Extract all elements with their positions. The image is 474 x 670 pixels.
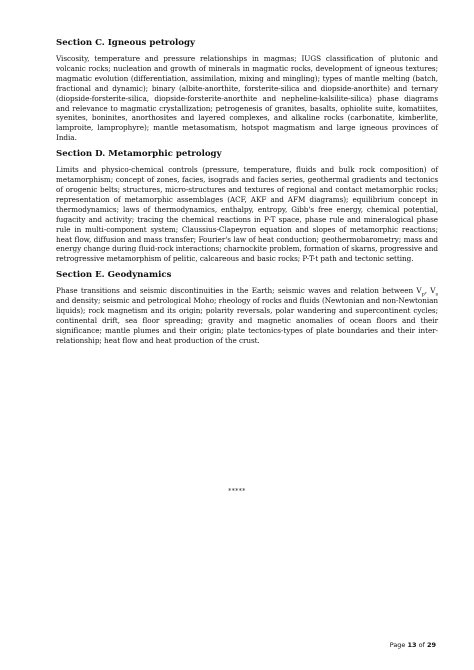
body-text-part: and density; seismic and petrological Moho; rheology of rocks and fluids (Newtonian and non-Newtonian liquids); rock magnetism and its origin; polarity reversals, polar wandering and supercontinent cycles; continental drift, sea floor spreading; gravity and magnetic anomalies of ocean floors and their significance; mantle plumes and their origin; plate tectonics-types of plate boundaries and their inter-relationship; heat flow and heat production of the crust. <box>56 296 438 345</box>
section-separator: ***** <box>228 488 246 495</box>
body-text-part: Phase transitions and seismic discontinuities in the Earth; seismic waves and relation between V <box>56 286 422 296</box>
section-heading: Section E. Geodynamics <box>56 270 172 281</box>
section-c <box>56 38 438 143</box>
subscript-p: p <box>421 291 425 298</box>
section-body: Viscosity, temperature and pressure relationships in magmas; IUGS classification of plutonic and volcanic rocks; nucleation and growth of minerals in magmatic rocks, development of igneous textures; magmatic evolution (differentiation, assimilation, mixing and mingling); types of mantle melting (batch, fractional and dynamic); binary (albite-anorthite, forsterite-silica and diopside-anorthite) and ternary (diopside-forsterite-silica, diopside-forsterite-anorthite and nepheline-kalsilite-silica) phase diagrams and relevance to magmatic crystallization; petrogenesis of granites, basalts, ophiolite suite, komatiites, syenites, boninites, anorthosites and layered complexes, and alkaline rocks (carbonatite, kimberlite, lamproite, lamprophyre); mantle metasomatism, hotspot magmatism and large igneous provinces of India. <box>56 54 438 143</box>
footer-prefix: Page <box>389 641 408 649</box>
section-d <box>56 149 438 264</box>
footer-middle: of <box>416 641 427 649</box>
section-heading: Section D. Metamorphic petrology <box>56 149 222 160</box>
section-e <box>56 270 438 345</box>
current-page-number: 13 <box>407 641 417 649</box>
body-text-part: , V <box>424 286 436 296</box>
subscript-s: s <box>435 291 438 298</box>
section-body <box>56 286 438 345</box>
section-body: Limits and physico-chemical controls (pressure, temperature, fluids and bulk rock composition) of metamorphism; concept of zones, facies, isograds and facies series, geothermal gradients and tectonics of orogenic belts; structures, micro-structures and textures of regional and contact metamorphic rocks; representation of metamorphic assemblages (ACF, AKF and AFM diagrams); equilibrium concept in thermodynamics; laws of thermodynamics, enthalpy, entropy, Gibb's free energy, chemical potential, fugacity and activity; tracing the chemical reactions in P-T space, phase rule and mineralogical phase rule in multi-component system; Claussius-Clapeyron equation and slopes of metamorphic reactions; heat flow, diffusion and mass transfer; Fourier's law of heat conduction; geothermobarometry; mass and energy change during fluid-rock interactions; charnockite problem, formation of skarns, progressive and retrogressive metamorphism of pelitic, calcareous and basic rocks; P-T-t path and tectonic setting. <box>56 165 438 264</box>
total-page-count: 29 <box>426 641 436 649</box>
document-page <box>56 38 438 352</box>
page-footer <box>390 641 436 649</box>
section-heading: Section C. Igneous petrology <box>56 38 196 48</box>
